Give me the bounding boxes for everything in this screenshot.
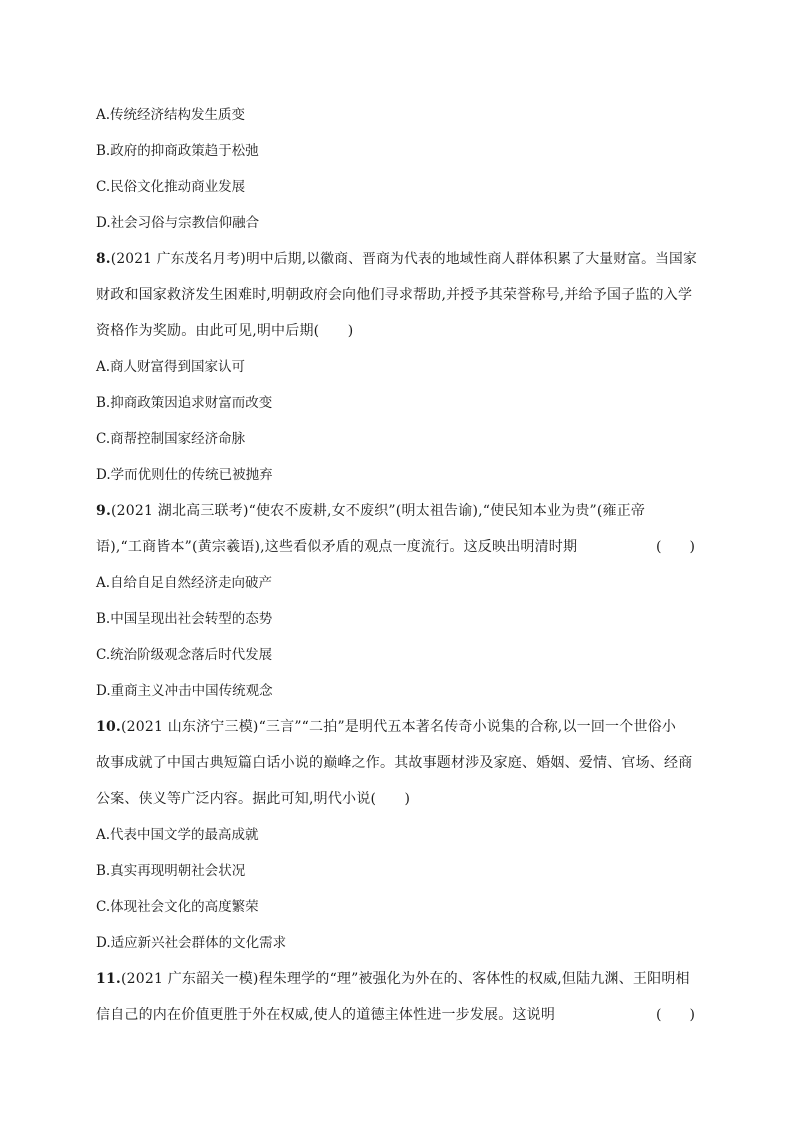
q8-stem-line-2: 财政和国家救济发生困难时,明朝政府会向他们寻求帮助,并授予其荣誉称号,并给予国子监的入学 — [96, 287, 693, 303]
q9-stem-line-2: 语),“工商皆本”(黄宗羲语),这些看似矛盾的观点一度流行。这反映出明清时期 — [96, 539, 578, 555]
q11-number: 11. — [96, 971, 121, 987]
q8-option-c: C.商帮控制国家经济命脉 — [96, 431, 246, 447]
q10-option-b: B.真实再现明朝社会状况 — [96, 863, 246, 879]
q8-text-1: (2021 广东茂名月考)明中后期,以徽商、晋商为代表的地域性商人群体积累了大量财富。当国家 — [110, 251, 697, 267]
q10-stem-line-2: 故事成就了中国古典短篇白话小说的巅峰之作。其故事题材涉及家庭、婚姻、爱情、官场、经商 — [96, 755, 693, 771]
q8-option-d: D.学而优则仕的传统已被抛弃 — [96, 467, 273, 483]
q9-text-1: (2021 湖北高三联考)“使农不废耕,女不废织”(明太祖告谕),“使民知本业为贵”(雍正帝 — [111, 503, 646, 519]
q7-option-d: D.社会习俗与宗教信仰融合 — [96, 215, 260, 231]
q7-option-c: C.民俗文化推动商业发展 — [96, 179, 246, 195]
q9-option-d: D.重商主义冲击中国传统观念 — [96, 683, 273, 699]
q8-option-a: A.商人财富得到国家认可 — [96, 359, 246, 375]
q11-text-1: (2021 广东韶关一模)程朱理学的“理”被强化为外在的、客体性的权威,但陆九渊、王阳明相 — [120, 971, 690, 987]
q7-option-b: B.政府的抑商政策趋于松弛 — [96, 143, 259, 159]
q11-stem-line-1 — [96, 970, 696, 988]
q9-option-b: B.中国呈现出社会转型的态势 — [96, 611, 273, 627]
q9-option-c: C.统治阶级观念落后时代发展 — [96, 647, 273, 663]
q10-stem-line-1 — [96, 718, 696, 736]
q9-answer-paren: ( ) — [656, 539, 695, 555]
q10-option-a: A.代表中国文学的最高成就 — [96, 827, 259, 843]
q9-number: 9. — [96, 503, 112, 519]
q8-stem-line-3: 资格作为奖励。由此可见,明中后期( ) — [96, 323, 354, 339]
q9-stem-line-1 — [96, 502, 696, 520]
q7-option-a: A.传统经济结构发生质变 — [96, 107, 246, 123]
q10-option-c: C.体现社会文化的高度繁荣 — [96, 899, 259, 915]
q8-stem-line-1 — [96, 250, 696, 268]
q10-option-d: D.适应新兴社会群体的文化需求 — [96, 935, 287, 951]
q10-stem-line-3: 公案、侠义等广泛内容。据此可知,明代小说( ) — [96, 791, 411, 807]
q9-option-a: A.自给自足自然经济走向破产 — [96, 575, 273, 591]
q10-number: 10. — [96, 719, 121, 735]
q8-number: 8. — [96, 251, 111, 267]
q11-answer-paren: ( ) — [656, 1007, 695, 1023]
q11-stem-line-2: 信自己的内在价值更胜于外在权威,使人的道德主体性进一步发展。这说明 — [96, 1007, 556, 1023]
q10-text-1: (2021 山东济宁三模)“三言”“二拍”是明代五本著名传奇小说集的合称,以一回一个世俗小 — [120, 719, 677, 735]
q8-option-b: B.抑商政策因追求财富而改变 — [96, 395, 273, 411]
